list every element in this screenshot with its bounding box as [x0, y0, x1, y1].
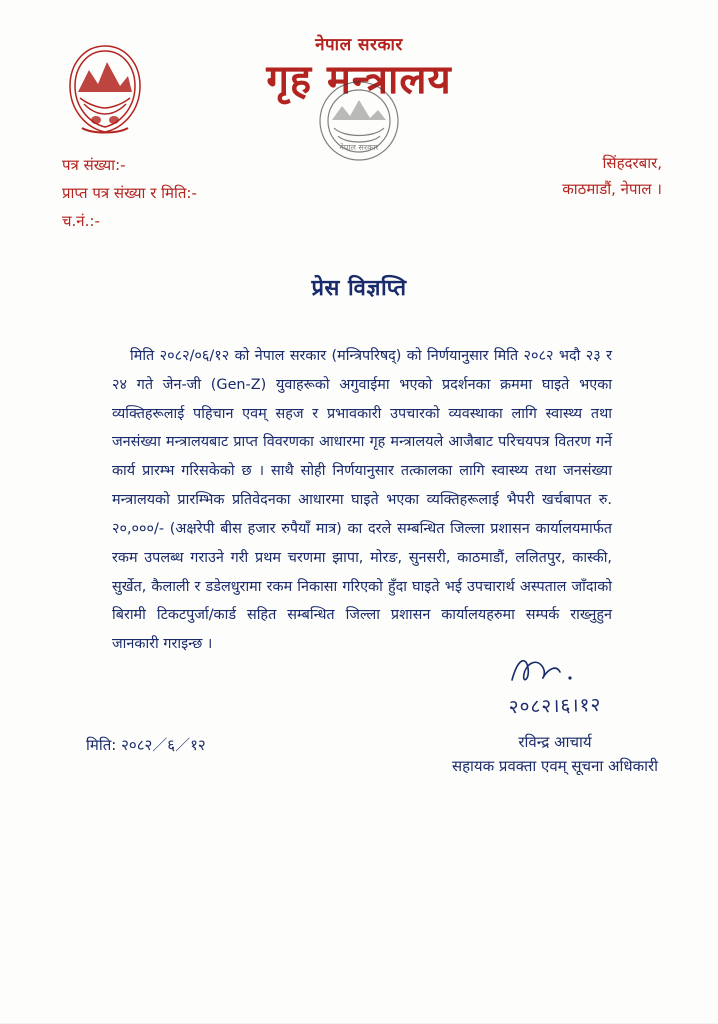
- document-header: [0, 0, 718, 150]
- handwritten-signature-icon: [430, 650, 680, 690]
- address-block: [562, 150, 662, 203]
- document-body: [112, 342, 612, 659]
- chalani-number-label: च.नं.:-: [62, 211, 100, 230]
- page-title: प्रेस विज्ञप्ति: [311, 276, 407, 301]
- received-letter-label: प्राप्त पत्र संख्या र मिति:-: [62, 183, 197, 202]
- reference-block: [62, 152, 197, 235]
- signatory-designation: सहायक प्रवक्ता एवम् सूचना अधिकारी: [451, 757, 659, 775]
- svg-text:नेपाल सरकार: नेपाल सरकार: [339, 143, 379, 152]
- government-name: नेपाल सरकार: [315, 35, 403, 55]
- signatory-name: रविन्द्र आचार्य: [518, 733, 592, 751]
- letter-number-label: पत्र संख्या:-: [62, 156, 126, 174]
- signature-block: [430, 650, 680, 776]
- document-date: मिति: २०८२／६／१२: [86, 736, 206, 754]
- body-paragraph: मिति २०८२/०६/१२ को नेपाल सरकार (मन्त्रिपरिषद्) को निर्णयानुसार मिति २०८२ भदौ २३ र २४ गते जेन-जी (Gen-Z) युवाहरूको अगुवाईमा भएको प्रदर्शनका क्रममा घाइते भएका व्यक्तिहरूलाई पहिचान एवम् सहज र प्रभावकारी उपचारको व्यवस्थाका लागि स्वास्थ्य तथा जनसंख्या मन्त्रालयबाट प्राप्त विवरणका आधारमा गृह मन्त्रालयले आजैबाट परिचयपत्र वितरण गर्ने कार्य प्रारम्भ गरिसकेको छ । साथै सोही निर्णयानुसार तत्कालका लागि स्वास्थ्य तथा जनसंख्या मन्त्रालयको प्रारम्भिक प्रतिवेदनका आधारमा घाइते भएका व्यक्तिहरूलाई भैपरी खर्चबापत रु. २०,०००/- (अक्षरेपी बीस हजार रुपैयाँ मात्र) का दरले सम्बन्धित जिल्ला प्रशासन कार्यालयमार्फत रकम उपलब्ध गराउने गरी प्रथम चरणमा झापा, मोरङ, सुनसरी, काठमाडौं, ललितपुर, कास्की, सुर्खेत, कैलाली र डडेलधुरामा रकम निकासा गरिएको हुँदा घाइते भई उपचारार्थ अस्पताल जाँदाको बिरामी टिकटपुर्जा/कार्ड सहित सम्बन्धित जिल्ला प्रशासन कार्यालयहरुमा सम्पर्क राख्नुहुन जानकारी गराइन्छ ।: [112, 348, 612, 653]
- signature-date: २०८२।६।१२: [508, 693, 602, 719]
- ministry-name: गृह मन्त्रालय: [266, 57, 452, 103]
- address-line-1: सिंहदरबार,: [602, 154, 662, 172]
- ministry-round-seal-icon: [318, 80, 400, 162]
- address-line-2: काठमाडौं, नेपाल ।: [562, 180, 662, 199]
